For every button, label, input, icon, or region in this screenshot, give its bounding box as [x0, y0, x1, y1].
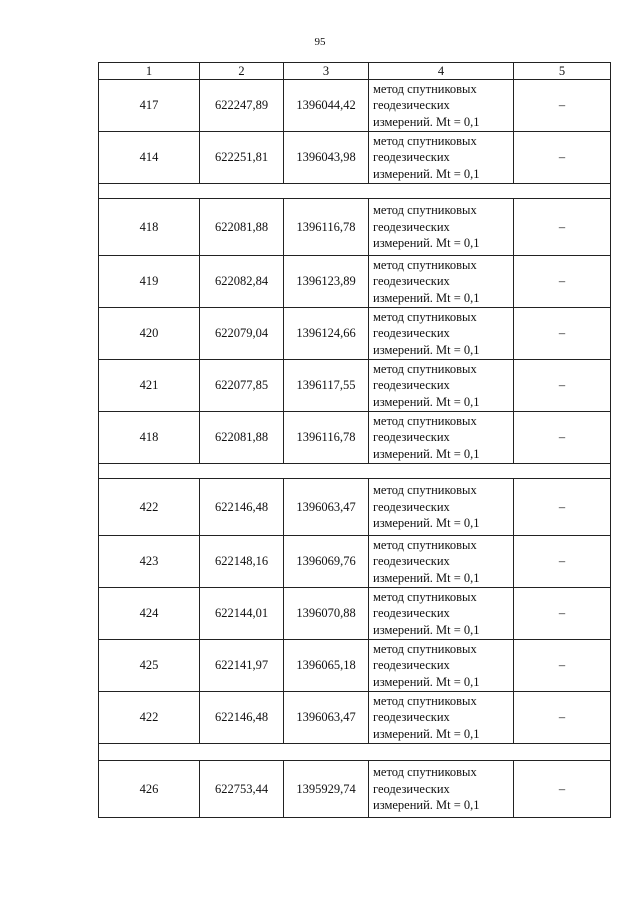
table-row — [99, 199, 611, 256]
x-coordinate-cell: 622079,04 — [200, 308, 284, 360]
column-header-3: 3 — [284, 63, 369, 80]
method-cell — [369, 692, 514, 744]
point-number-cell: 418 — [99, 412, 200, 464]
y-coordinate-cell: 1396069,76 — [284, 536, 369, 588]
point-number-cell: 426 — [99, 761, 200, 818]
y-coordinate-cell: 1396043,98 — [284, 132, 369, 184]
table-header-row — [99, 63, 611, 80]
x-coordinate-cell: 622146,48 — [200, 479, 284, 536]
separator-cell — [99, 184, 611, 199]
method-cell — [369, 199, 514, 256]
method-line: измерений. Mt = 0,1 — [373, 622, 480, 637]
point-number-cell: 419 — [99, 256, 200, 308]
table-row — [99, 132, 611, 184]
separator-cell — [99, 744, 611, 761]
accuracy-cell: – — [514, 256, 611, 308]
point-number-cell: 418 — [99, 199, 200, 256]
method-line: метод спутниковых — [373, 203, 477, 218]
accuracy-cell: – — [514, 199, 611, 256]
method-line: геодезических — [373, 378, 450, 393]
accuracy-cell: – — [514, 536, 611, 588]
method-line: метод спутниковых — [373, 413, 477, 428]
y-coordinate-cell: 1395929,74 — [284, 761, 369, 818]
accuracy-cell: – — [514, 692, 611, 744]
accuracy-cell: – — [514, 80, 611, 132]
table-row — [99, 412, 611, 464]
method-line: метод спутниковых — [373, 81, 477, 96]
separator-row — [99, 744, 611, 761]
accuracy-cell: – — [514, 132, 611, 184]
method-line: геодезических — [373, 150, 450, 165]
method-line: измерений. Mt = 0,1 — [373, 290, 480, 305]
method-line: измерений. Mt = 0,1 — [373, 342, 480, 357]
method-line: метод спутниковых — [373, 765, 477, 780]
y-coordinate-cell: 1396044,42 — [284, 80, 369, 132]
method-line: измерений. Mt = 0,1 — [373, 166, 480, 181]
table-row — [99, 308, 611, 360]
page-number: 95 — [314, 36, 326, 48]
method-line: геодезических — [373, 326, 450, 341]
table-row — [99, 360, 611, 412]
method-line: геодезических — [373, 606, 450, 621]
table-row — [99, 536, 611, 588]
column-header-4: 4 — [369, 63, 514, 80]
table-row — [99, 761, 611, 818]
table-row — [99, 692, 611, 744]
x-coordinate-cell: 622247,89 — [200, 80, 284, 132]
y-coordinate-cell: 1396070,88 — [284, 588, 369, 640]
method-cell — [369, 640, 514, 692]
x-coordinate-cell: 622082,84 — [200, 256, 284, 308]
method-line: измерений. Mt = 0,1 — [373, 798, 480, 813]
method-cell — [369, 479, 514, 536]
table-row — [99, 479, 611, 536]
accuracy-cell: – — [514, 761, 611, 818]
table-row — [99, 640, 611, 692]
column-header-5: 5 — [514, 63, 611, 80]
separator-row — [99, 184, 611, 199]
x-coordinate-cell: 622251,81 — [200, 132, 284, 184]
method-line: измерений. Mt = 0,1 — [373, 516, 480, 531]
point-number-cell: 424 — [99, 588, 200, 640]
method-line: геодезических — [373, 219, 450, 234]
x-coordinate-cell: 622077,85 — [200, 360, 284, 412]
method-line: геодезических — [373, 554, 450, 569]
method-line: измерений. Mt = 0,1 — [373, 570, 480, 585]
method-line: метод спутниковых — [373, 641, 477, 656]
point-number-cell: 421 — [99, 360, 200, 412]
point-number-cell: 425 — [99, 640, 200, 692]
table-body — [99, 80, 611, 818]
method-cell — [369, 761, 514, 818]
method-line: геодезических — [373, 658, 450, 673]
separator-cell — [99, 464, 611, 479]
x-coordinate-cell: 622148,16 — [200, 536, 284, 588]
method-line: измерений. Mt = 0,1 — [373, 394, 480, 409]
method-cell — [369, 412, 514, 464]
y-coordinate-cell: 1396116,78 — [284, 199, 369, 256]
table-row — [99, 80, 611, 132]
method-cell — [369, 80, 514, 132]
x-coordinate-cell: 622141,97 — [200, 640, 284, 692]
point-number-cell: 417 — [99, 80, 200, 132]
method-line: метод спутниковых — [373, 133, 477, 148]
method-cell — [369, 256, 514, 308]
y-coordinate-cell: 1396065,18 — [284, 640, 369, 692]
accuracy-cell: – — [514, 360, 611, 412]
accuracy-cell: – — [514, 479, 611, 536]
y-coordinate-cell: 1396117,55 — [284, 360, 369, 412]
accuracy-cell: – — [514, 308, 611, 360]
accuracy-cell: – — [514, 588, 611, 640]
method-line: геодезических — [373, 430, 450, 445]
column-header-1: 1 — [99, 63, 200, 80]
method-line: измерений. Mt = 0,1 — [373, 114, 480, 129]
x-coordinate-cell: 622146,48 — [200, 692, 284, 744]
point-number-cell: 422 — [99, 692, 200, 744]
point-number-cell: 423 — [99, 536, 200, 588]
method-line: метод спутниковых — [373, 361, 477, 376]
x-coordinate-cell: 622081,88 — [200, 412, 284, 464]
x-coordinate-cell: 622753,44 — [200, 761, 284, 818]
table-row — [99, 256, 611, 308]
point-number-cell: 420 — [99, 308, 200, 360]
accuracy-cell: – — [514, 412, 611, 464]
method-line: геодезических — [373, 274, 450, 289]
method-cell — [369, 308, 514, 360]
method-line: метод спутниковых — [373, 483, 477, 498]
method-line: метод спутниковых — [373, 589, 477, 604]
method-line: метод спутниковых — [373, 693, 477, 708]
method-line: измерений. Mt = 0,1 — [373, 726, 480, 741]
method-line: метод спутниковых — [373, 257, 477, 272]
x-coordinate-cell: 622144,01 — [200, 588, 284, 640]
method-line: измерений. Mt = 0,1 — [373, 674, 480, 689]
y-coordinate-cell: 1396063,47 — [284, 692, 369, 744]
column-header-2: 2 — [200, 63, 284, 80]
method-line: геодезических — [373, 781, 450, 796]
coordinates-table — [98, 62, 611, 818]
y-coordinate-cell: 1396124,66 — [284, 308, 369, 360]
point-number-cell: 414 — [99, 132, 200, 184]
method-cell — [369, 536, 514, 588]
method-cell — [369, 588, 514, 640]
x-coordinate-cell: 622081,88 — [200, 199, 284, 256]
y-coordinate-cell: 1396063,47 — [284, 479, 369, 536]
y-coordinate-cell: 1396116,78 — [284, 412, 369, 464]
method-cell — [369, 132, 514, 184]
method-line: геодезических — [373, 98, 450, 113]
method-line: метод спутниковых — [373, 537, 477, 552]
method-line: измерений. Mt = 0,1 — [373, 236, 480, 251]
accuracy-cell: – — [514, 640, 611, 692]
method-line: геодезических — [373, 710, 450, 725]
table-row — [99, 588, 611, 640]
method-cell — [369, 360, 514, 412]
method-line: геодезических — [373, 499, 450, 514]
separator-row — [99, 464, 611, 479]
y-coordinate-cell: 1396123,89 — [284, 256, 369, 308]
method-line: измерений. Mt = 0,1 — [373, 446, 480, 461]
method-line: метод спутниковых — [373, 309, 477, 324]
point-number-cell: 422 — [99, 479, 200, 536]
